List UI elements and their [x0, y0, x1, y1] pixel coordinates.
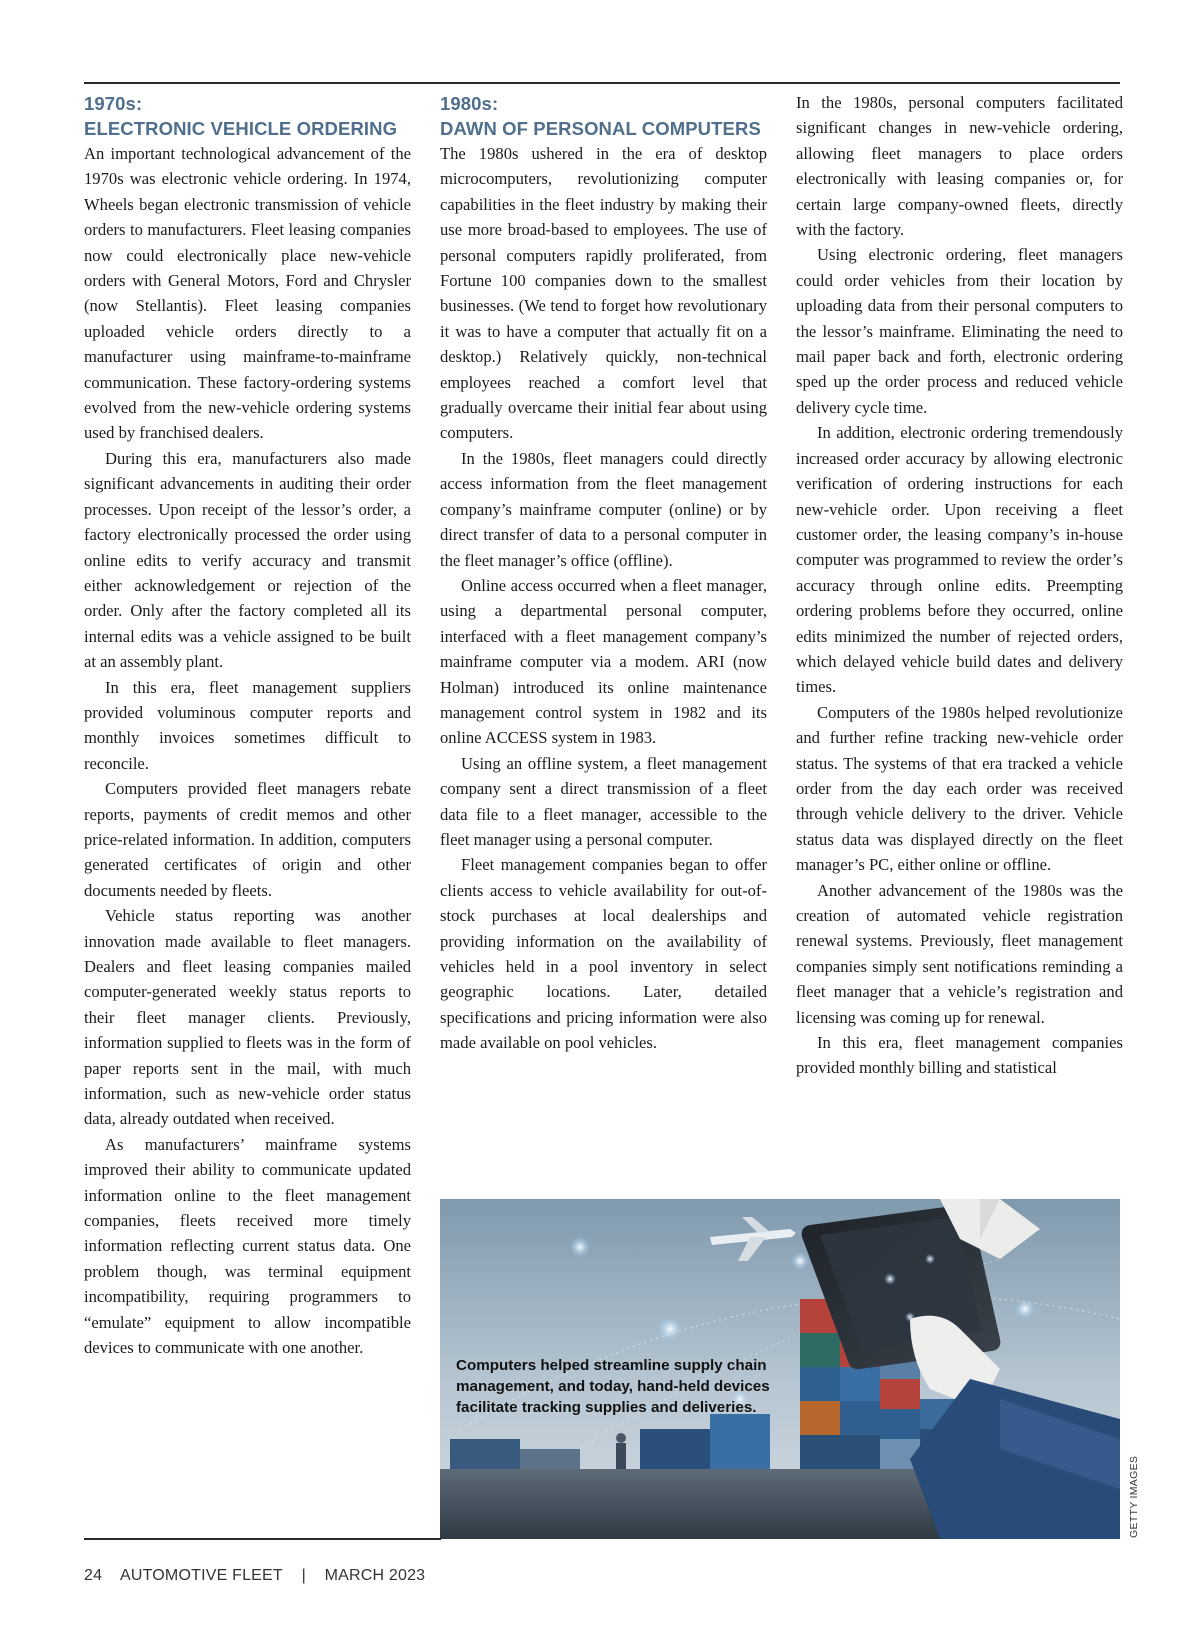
paragraph: An important technological advancement of the 1970s was electronic vehicle ordering. In 1974, Wheels began electronic transmission of vehicle orders to manufacturers. Fleet leasing companies now could electronically place new-vehicle orders with General Motors, Ford and Chrysler (now Stellantis). Fleet leasing companies uploaded vehicle orders directly to a manufacturer using mainframe-to-mainframe communication. These factory-ordering systems evolved from the new-vehicle ordering systems used by franchised dealers. — [84, 144, 411, 443]
top-rule — [84, 82, 1120, 84]
paragraph: The 1980s ushered in the era of desktop microcomputers, revolutionizing computer capabilities in the fleet industry by making their use more broad-based to employees. The use of personal computers rapidly proliferated, from Fortune 100 companies down to the smallest businesses. (We tend to forget how revolutionary it was to have a computer that actually fit on a desktop.) Relatively quickly, non-technical employees reached a comfort level that gradually overcame their initial fear about using computers. — [440, 144, 767, 443]
paragraph: Another advancement of the 1980s was the creation of automated vehicle registration renewal systems. Previously, fleet management companies simply sent notifications reminding a fleet manager that a vehicle’s registration and licensing was coming up for renewal. — [796, 880, 1123, 1027]
paragraph: Fleet management companies began to offer clients access to vehicle availability for out-of-stock purchases at local dealerships and providing information on the availability of vehicles held in a pool inventory in select geographic locations. Later, detailed specifications and pricing information were also made available on pool vehicles. — [440, 855, 767, 1053]
paragraph: During this era, manufacturers also made significant advancements in auditing their order processes. Upon receipt of the lessor’s order, a factory electronically processed the order using online edits to verify accuracy and transmit either acknowledgement or rejection of the order. Only after the factory completed all its internal edits was a vehicle assigned to be built at an assembly plant. — [84, 448, 411, 672]
paragraph: In the 1980s, fleet managers could directly access information from the fleet management company’s mainframe computer (online) or by direct transfer of data to a personal computer in the fleet manager’s office (offline). — [440, 448, 767, 570]
network-node — [570, 1237, 590, 1257]
paragraph: Vehicle status reporting was another innovation made available to fleet managers. Dealers and fleet leasing companies mailed computer-generated weekly status reports to their fleet manager clients. Previously, information supplied to fleets was in the form of paper reports sent in the mail, with much information, such as new-vehicle order status data, already outdated when received. — [84, 906, 411, 1129]
page-number: 24 — [84, 1567, 103, 1584]
photo-caption: Computers helped streamline supply chain management, and today, hand-held devices facilitate tracking supplies and deliveries. — [456, 1357, 770, 1416]
column-1980s-continued — [796, 90, 1123, 1081]
paragraph: In this era, fleet management suppliers provided voluminous computer reports and monthly invoices sometimes difficult to reconcile. — [84, 677, 411, 773]
page-footer — [84, 1567, 439, 1585]
supply-chain-photo — [440, 1199, 1120, 1539]
photo-credit: GETTY IMAGES — [1128, 1455, 1140, 1538]
heading-line: ELECTRONIC VEHICLE ORDERING — [84, 118, 398, 139]
issue-date: MARCH 2023 — [324, 1567, 426, 1584]
column-1980s — [440, 90, 767, 1056]
network-node — [658, 1317, 682, 1341]
heading-line: DAWN OF PERSONAL COMPUTERS — [440, 118, 761, 139]
paragraph: Computers provided fleet managers rebate reports, payments of credit memos and other price-related information. In addition, computers generated certificates of origin and other documents needed by fleets. — [84, 779, 411, 900]
network-node — [1015, 1299, 1035, 1319]
heading-line: 1970s: — [84, 93, 143, 114]
paragraph: Using electronic ordering, fleet managers could order vehicles from their location by uploading data from their personal computers to the lessor’s mainframe. Eliminating the need to mail paper back and forth, electronic ordering sped up the order process and reduced vehicle delivery cycle time. — [796, 245, 1123, 417]
paragraph: In this era, fleet management companies provided monthly billing and statistical — [796, 1033, 1123, 1078]
paragraph: In addition, electronic ordering tremendously increased order accuracy by allowing electronic verification of ordering instructions for each new-vehicle order. Upon receiving a fleet customer order, the leasing company’s in-house computer was programmed to review the order’s accuracy through online edits. Preempting ordering problems before they occurred, online edits minimized the number of rejected orders, which delayed vehicle build dates and delivery times. — [796, 423, 1123, 697]
paragraph: Online access occurred when a fleet manager, using a departmental personal computer, interfaced with a fleet management company’s mainframe computer via a modem. ARI (now Holman) introduced its online maintenance management control system in 1982 and its online ACCESS system in 1983. — [440, 575, 767, 748]
publication-name: AUTOMOTIVE FLEET — [119, 1567, 283, 1584]
section-heading-1980s — [440, 91, 767, 141]
paragraph: As manufacturers’ mainframe systems improved their ability to communicate updated information online to the fleet management companies, fleets received more timely information reflecting current status data. One problem though, was terminal equipment incompatibility, requiring programmers to “emulate” equipment to allow incompatible devices to communicate with one another. — [84, 1134, 411, 1358]
bottom-rule — [84, 1538, 441, 1540]
network-node — [791, 1252, 809, 1270]
column-1970s — [84, 90, 411, 1361]
paragraph: Using an offline system, a fleet management company sent a direct transmission of a fleet data file to a fleet manager, accessible to the fleet manager using a personal computer. — [440, 753, 767, 849]
worker-figure — [616, 1433, 626, 1469]
paragraph: In the 1980s, personal computers facilitated significant changes in new-vehicle ordering, allowing fleet managers to place orders electronically with leasing companies or, for certain large company-owned fleets, directly with the factory. — [796, 93, 1123, 240]
footer-separator: | — [301, 1567, 306, 1584]
section-heading-1970s — [84, 91, 411, 141]
paragraph: Computers of the 1980s helped revolutionize and further refine tracking new-vehicle order status. The systems of that era tracked a vehicle order from the day each order was received through vehicle delivery to the driver. Vehicle status data was displayed directly on the fleet manager’s PC, either online or offline. — [796, 702, 1123, 875]
heading-line: 1980s: — [440, 93, 499, 114]
